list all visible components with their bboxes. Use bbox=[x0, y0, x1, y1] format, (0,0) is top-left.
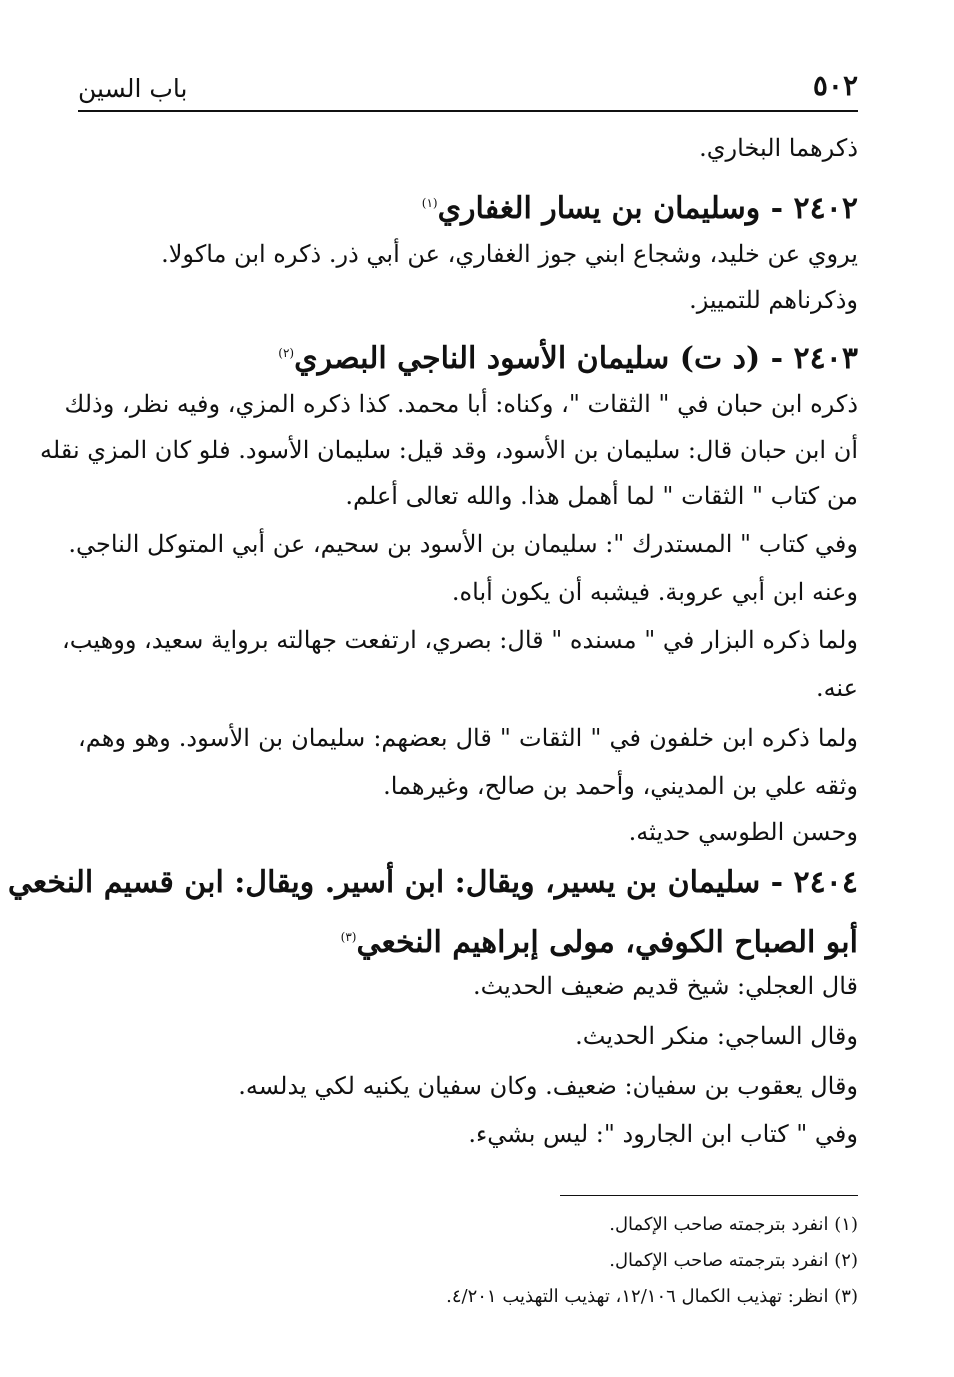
text-line: وقال يعقوب بن سفيان: ضعيف. وكان سفيان يكنيه لكي يدلسه. bbox=[238, 1072, 858, 1100]
text-line: ذكرهما البخاري. bbox=[699, 134, 858, 162]
footnote: (٣) انظر: تهذيب الكمال ١٢/١٠٦، تهذيب التهذيب ٤/٢٠١. bbox=[446, 1286, 858, 1307]
text-line: وثقه علي بن المديني، وأحمد بن صالح، وغيرهما. bbox=[383, 772, 858, 800]
entry-heading-2404-continued bbox=[78, 918, 858, 962]
page-number: ٥٠٢ bbox=[812, 69, 858, 102]
footnote-divider bbox=[560, 1195, 858, 1196]
text-line: ولما ذكره ابن خلفون في " الثقات " قال بعضهم: سليمان بن الأسود. وهو وهم، bbox=[78, 724, 858, 752]
entry-number: ٢٤٠٣ - bbox=[760, 341, 858, 376]
text-line: عنه. bbox=[815, 674, 858, 702]
text-line: ذكره ابن حبان في " الثقات "، وكناه: أبا محمد. كذا ذكره المزي، وفيه نظر، وذلك bbox=[64, 390, 858, 418]
entry-name: وسليمان بن يسار الغفاري bbox=[437, 191, 761, 226]
text-line: قال العجلي: شيخ قديم ضعيف الحديث. bbox=[472, 972, 858, 1000]
text-line: وقال الساجي: منكر الحديث. bbox=[575, 1022, 858, 1050]
footnote-ref: (٣) bbox=[340, 930, 357, 944]
footnote-ref: (٢) bbox=[278, 346, 295, 360]
text-line: وعنه ابن أبي عروبة. فيشبه أن يكون أباه. bbox=[451, 578, 858, 606]
entry-name: (د ت) سليمان الأسود الناجي البصري bbox=[294, 341, 761, 376]
text-line: ولما ذكره البزار في " مسنده " قال: بصري، ارتفعت جهالته برواية سعيد، ووهيب، bbox=[62, 626, 858, 654]
chapter-title: باب السين bbox=[78, 74, 188, 103]
text-line: من كتاب " الثقات " لما أهمل هذا. والله تعالى أعلم. bbox=[345, 482, 858, 510]
text-line: وحسن الطوسي حديثه. bbox=[628, 818, 858, 846]
text-line: أن ابن حبان قال: سليمان بن الأسود، وقد قيل: سليمان الأسود. فلو كان المزي نقله bbox=[39, 436, 858, 464]
entry-heading-2402 bbox=[78, 184, 858, 228]
footnote: (١) انفرد بترجمته صاحب الإكمال. bbox=[609, 1214, 858, 1235]
text-line: وذكرناهم للتمييز. bbox=[689, 286, 858, 314]
text-line: وفي كتاب " المستدرك ": سليمان بن الأسود بن سحيم، عن أبي المتوكل الناجي. bbox=[68, 530, 858, 558]
text-line: وفي " كتاب ابن الجارود ": ليس بشيء. bbox=[468, 1120, 858, 1148]
entry-name: أبو الصباح الكوفي، مولى إبراهيم النخعي bbox=[356, 925, 858, 960]
text-line: يروي عن خليد، وشجاع ابني جوز الغفاري، عن أبي ذر. ذكره ابن ماكولا. bbox=[161, 240, 858, 268]
footnote-ref: (١) bbox=[421, 196, 438, 210]
entry-number: ٢٤٠٢ - bbox=[760, 191, 858, 226]
page-header bbox=[78, 60, 858, 112]
footnote: (٢) انفرد بترجمته صاحب الإكمال. bbox=[609, 1250, 858, 1271]
entry-heading-2403 bbox=[78, 334, 858, 378]
entry-heading-2404: ٢٤٠٤ - سليمان بن يسير، ويقال: ابن أسير. ويقال: ابن قسيم النخعي bbox=[7, 865, 858, 900]
